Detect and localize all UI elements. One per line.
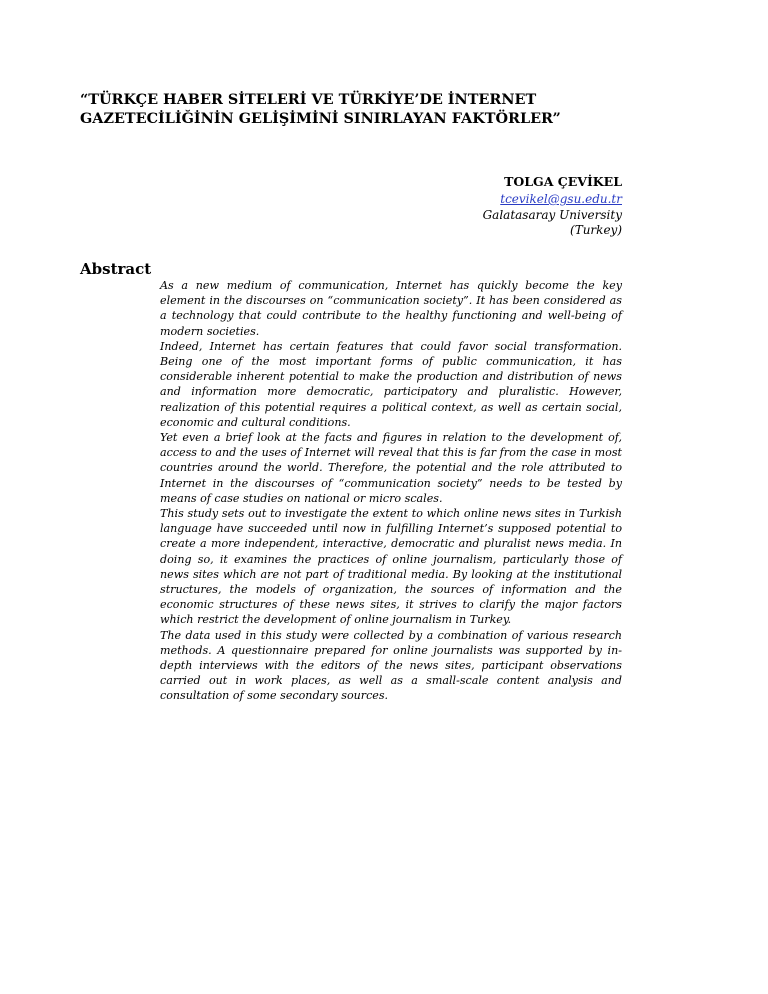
author-email-link[interactable]: tcevikel@gsu.edu.tr — [500, 192, 622, 206]
author-block — [483, 174, 622, 239]
paper-title — [80, 90, 700, 128]
author-affiliation: Galatasaray University — [482, 207, 622, 222]
abstract-paragraph: Yet even a brief look at the facts and figures in relation to the development of, access to and the uses of Internet will reveal that this is far from the case in most countries around the world. Therefore, the potential and the role attributed to Internet in the discourses of “communication society” needs to be tested by means of case studies on national or micro scales. — [160, 431, 622, 505]
author-name: TOLGA ÇEVİKEL — [504, 174, 622, 189]
paper-title-line-2: GAZETECİLİĞİNİN GELİŞİMİNİ SINIRLAYAN FAKTÖRLER” — [80, 110, 561, 127]
author-country: (Turkey) — [570, 223, 622, 237]
abstract-paragraph: Indeed, Internet has certain features that could favor social transformation. Being one of the most important forms of public communication, it has considerable inherent potential to make the production and distribution of news and information more democratic, participatory and pluralistic. However, realization of this potential requires a political context, as well as certain social, economic and cultural conditions. — [160, 339, 622, 429]
abstract-heading: Abstract — [80, 260, 152, 278]
abstract-body — [160, 278, 622, 704]
abstract-paragraph: This study sets out to investigate the extent to which online news sites in Turkish language have succeeded until now in fulfilling Internet’s supposed potential to create a more independent, interactive, democratic and pluralist news media. In doing so, it examines the practices of online journalism, particularly those of news sites which are not part of traditional media. By looking at the institutional structures, the models of organization, the sources of information and the economic structures of these news sites, it strives to clarify the major factors which restrict the development of online journalism in Turkey. — [160, 507, 622, 627]
abstract-paragraph: The data used in this study were collected by a combination of various research methods. A questionnaire prepared for online journalists was supported by in-depth interviews with the editors of the news sites, participant observations carried out in work places, as well as a small-scale content analysis and consultation of some secondary sources. — [160, 628, 622, 703]
abstract-paragraph: As a new medium of communication, Internet has quickly become the key element in the discourses on “communication society”. It has been considered as a technology that could contribute to the healthy functioning and well-being of modern societies. — [160, 279, 622, 338]
paper-title-line-1: “TÜRKÇE HABER SİTELERİ VE TÜRKİYE’DE İNTERNET — [80, 91, 537, 108]
